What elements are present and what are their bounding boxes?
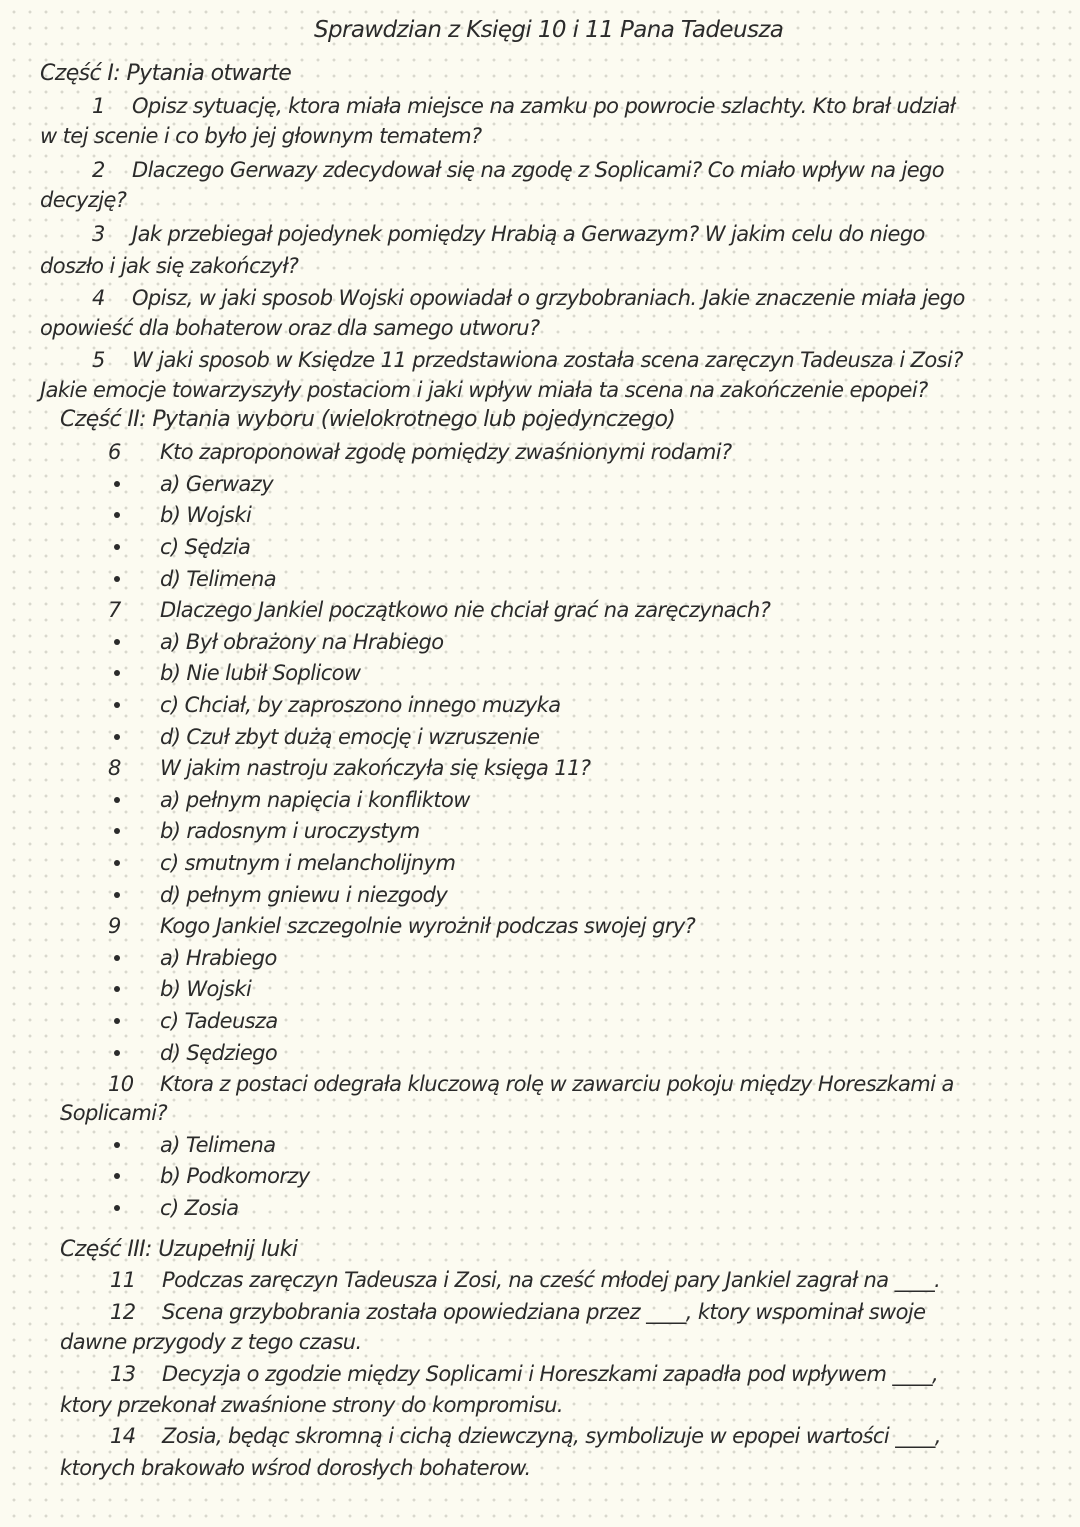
bullet <box>114 1173 120 1179</box>
question-5-line1: 5 W jaki sposob w Księdze 11 przedstawiona została scena zaręczyn Tadeusza i Zosi? <box>92 348 963 372</box>
question-6-option-d: d) Telimena <box>160 567 276 591</box>
question-7-option-d: d) Czuł zbyt dużą emocję i wzruszenie <box>160 725 540 749</box>
bullet <box>114 828 120 834</box>
question-10-option-a: a) Telimena <box>160 1133 276 1157</box>
question-2-line2: decyzję? <box>40 188 127 212</box>
question-9: 9 Kogo Jankiel szczegolnie wyrożnił podczas swojej gry? <box>108 914 696 938</box>
fill-in-13-line2: ktory przekonał zwaśnione strony do kompromisu. <box>60 1393 563 1417</box>
bullet <box>114 512 120 518</box>
question-10-option-b: b) Podkomorzy <box>160 1164 310 1188</box>
question-6-option-a: a) Gerwazy <box>160 472 274 496</box>
fill-in-14-line1: 14 Zosia, będąc skromną i cichą dziewczyną, symbolizuje w epopei wartości ____, <box>110 1424 941 1448</box>
bullet <box>114 670 120 676</box>
bullet <box>114 702 120 708</box>
question-8-option-c: c) smutnym i melancholijnym <box>160 851 456 875</box>
question-10-line2: Soplicami? <box>60 1101 168 1125</box>
question-7-option-c: c) Chciał, by zaproszono innego muzyka <box>160 693 561 717</box>
bullet <box>114 1050 120 1056</box>
bullet <box>114 639 120 645</box>
question-3-line2: doszło i jak się zakończył? <box>40 254 299 278</box>
question-3-line1: 3 Jak przebiegał pojedynek pomiędzy Hrabią a Gerwazym? W jakim celu do niego <box>92 222 925 246</box>
bullet <box>114 544 120 550</box>
fill-in-12-line2: dawne przygody z tego czasu. <box>60 1330 362 1354</box>
question-4-line2: opowieść dla bohaterow oraz dla samego utworu? <box>40 316 540 340</box>
question-8-option-d: d) pełnym gniewu i niezgody <box>160 883 448 907</box>
question-7-option-a: a) Był obrażony na Hrabiego <box>160 630 444 654</box>
part3-heading: Część III: Uzupełnij luki <box>60 1237 298 1262</box>
bullet <box>114 734 120 740</box>
bullet <box>114 1142 120 1148</box>
part1-heading: Część I: Pytania otwarte <box>40 61 292 86</box>
question-9-option-a: a) Hrabiego <box>160 946 277 970</box>
bullet <box>114 1018 120 1024</box>
question-2-line1: 2 Dlaczego Gerwazy zdecydował się na zgodę z Soplicami? Co miało wpływ na jego <box>92 158 945 182</box>
bullet <box>114 986 120 992</box>
question-8: 8 W jakim nastroju zakończyła się księga 11? <box>108 756 591 780</box>
fill-in-12-line1: 12 Scena grzybobrania została opowiedziana przez ____, ktory wspominał swoje <box>110 1300 926 1324</box>
question-1-line1: 1 Opisz sytuację, ktora miała miejsce na zamku po powrocie szlachty. Kto brał udział <box>92 94 956 118</box>
bullet <box>114 576 120 582</box>
fill-in-14-line2: ktorych brakowało wśrod dorosłych bohaterow. <box>60 1456 531 1480</box>
question-10-line1: 10 Ktora z postaci odegrała kluczową rolę w zawarciu pokoju między Horeszkami a <box>108 1072 954 1096</box>
bullet <box>114 797 120 803</box>
bullet <box>114 1205 120 1211</box>
question-1-line2: w tej scenie i co było jej głownym tematem? <box>40 124 482 148</box>
question-9-option-c: c) Tadeusza <box>160 1009 278 1033</box>
fill-in-13-line1: 13 Decyzja o zgodzie między Soplicami i Horeszkami zapadła pod wpływem ____, <box>110 1362 939 1386</box>
question-8-option-b: b) radosnym i uroczystym <box>160 819 420 843</box>
question-5-line2: Jakie emocje towarzyszyły postaciom i jaki wpływ miała ta scena na zakończenie epopei? <box>40 378 928 402</box>
question-7-option-b: b) Nie lubił Soplicow <box>160 661 361 685</box>
question-6: 6 Kto zaproponował zgodę pomiędzy zwaśnionymi rodami? <box>108 440 732 464</box>
part2-heading: Część II: Pytania wyboru (wielokrotnego lub pojedynczego) <box>60 407 676 432</box>
question-10-option-c: c) Zosia <box>160 1196 239 1220</box>
question-9-option-d: d) Sędziego <box>160 1041 278 1065</box>
question-7: 7 Dlaczego Jankiel początkowo nie chciał grać na zaręczynach? <box>108 598 771 622</box>
question-9-option-b: b) Wojski <box>160 977 252 1001</box>
page-title: Sprawdzian z Księgi 10 i 11 Pana Tadeusza <box>314 17 784 43</box>
question-8-option-a: a) pełnym napięcia i konfliktow <box>160 788 470 812</box>
bullet <box>114 892 120 898</box>
bullet <box>114 955 120 961</box>
bullet <box>114 860 120 866</box>
bullet <box>114 481 120 487</box>
fill-in-11: 11 Podczas zaręczyn Tadeusza i Zosi, na cześć młodej pary Jankiel zagrał na ____. <box>110 1268 941 1292</box>
question-4-line1: 4 Opisz, w jaki sposob Wojski opowiadał o grzybobraniach. Jakie znaczenie miała jego <box>92 286 965 310</box>
question-6-option-c: c) Sędzia <box>160 535 251 559</box>
question-6-option-b: b) Wojski <box>160 503 252 527</box>
